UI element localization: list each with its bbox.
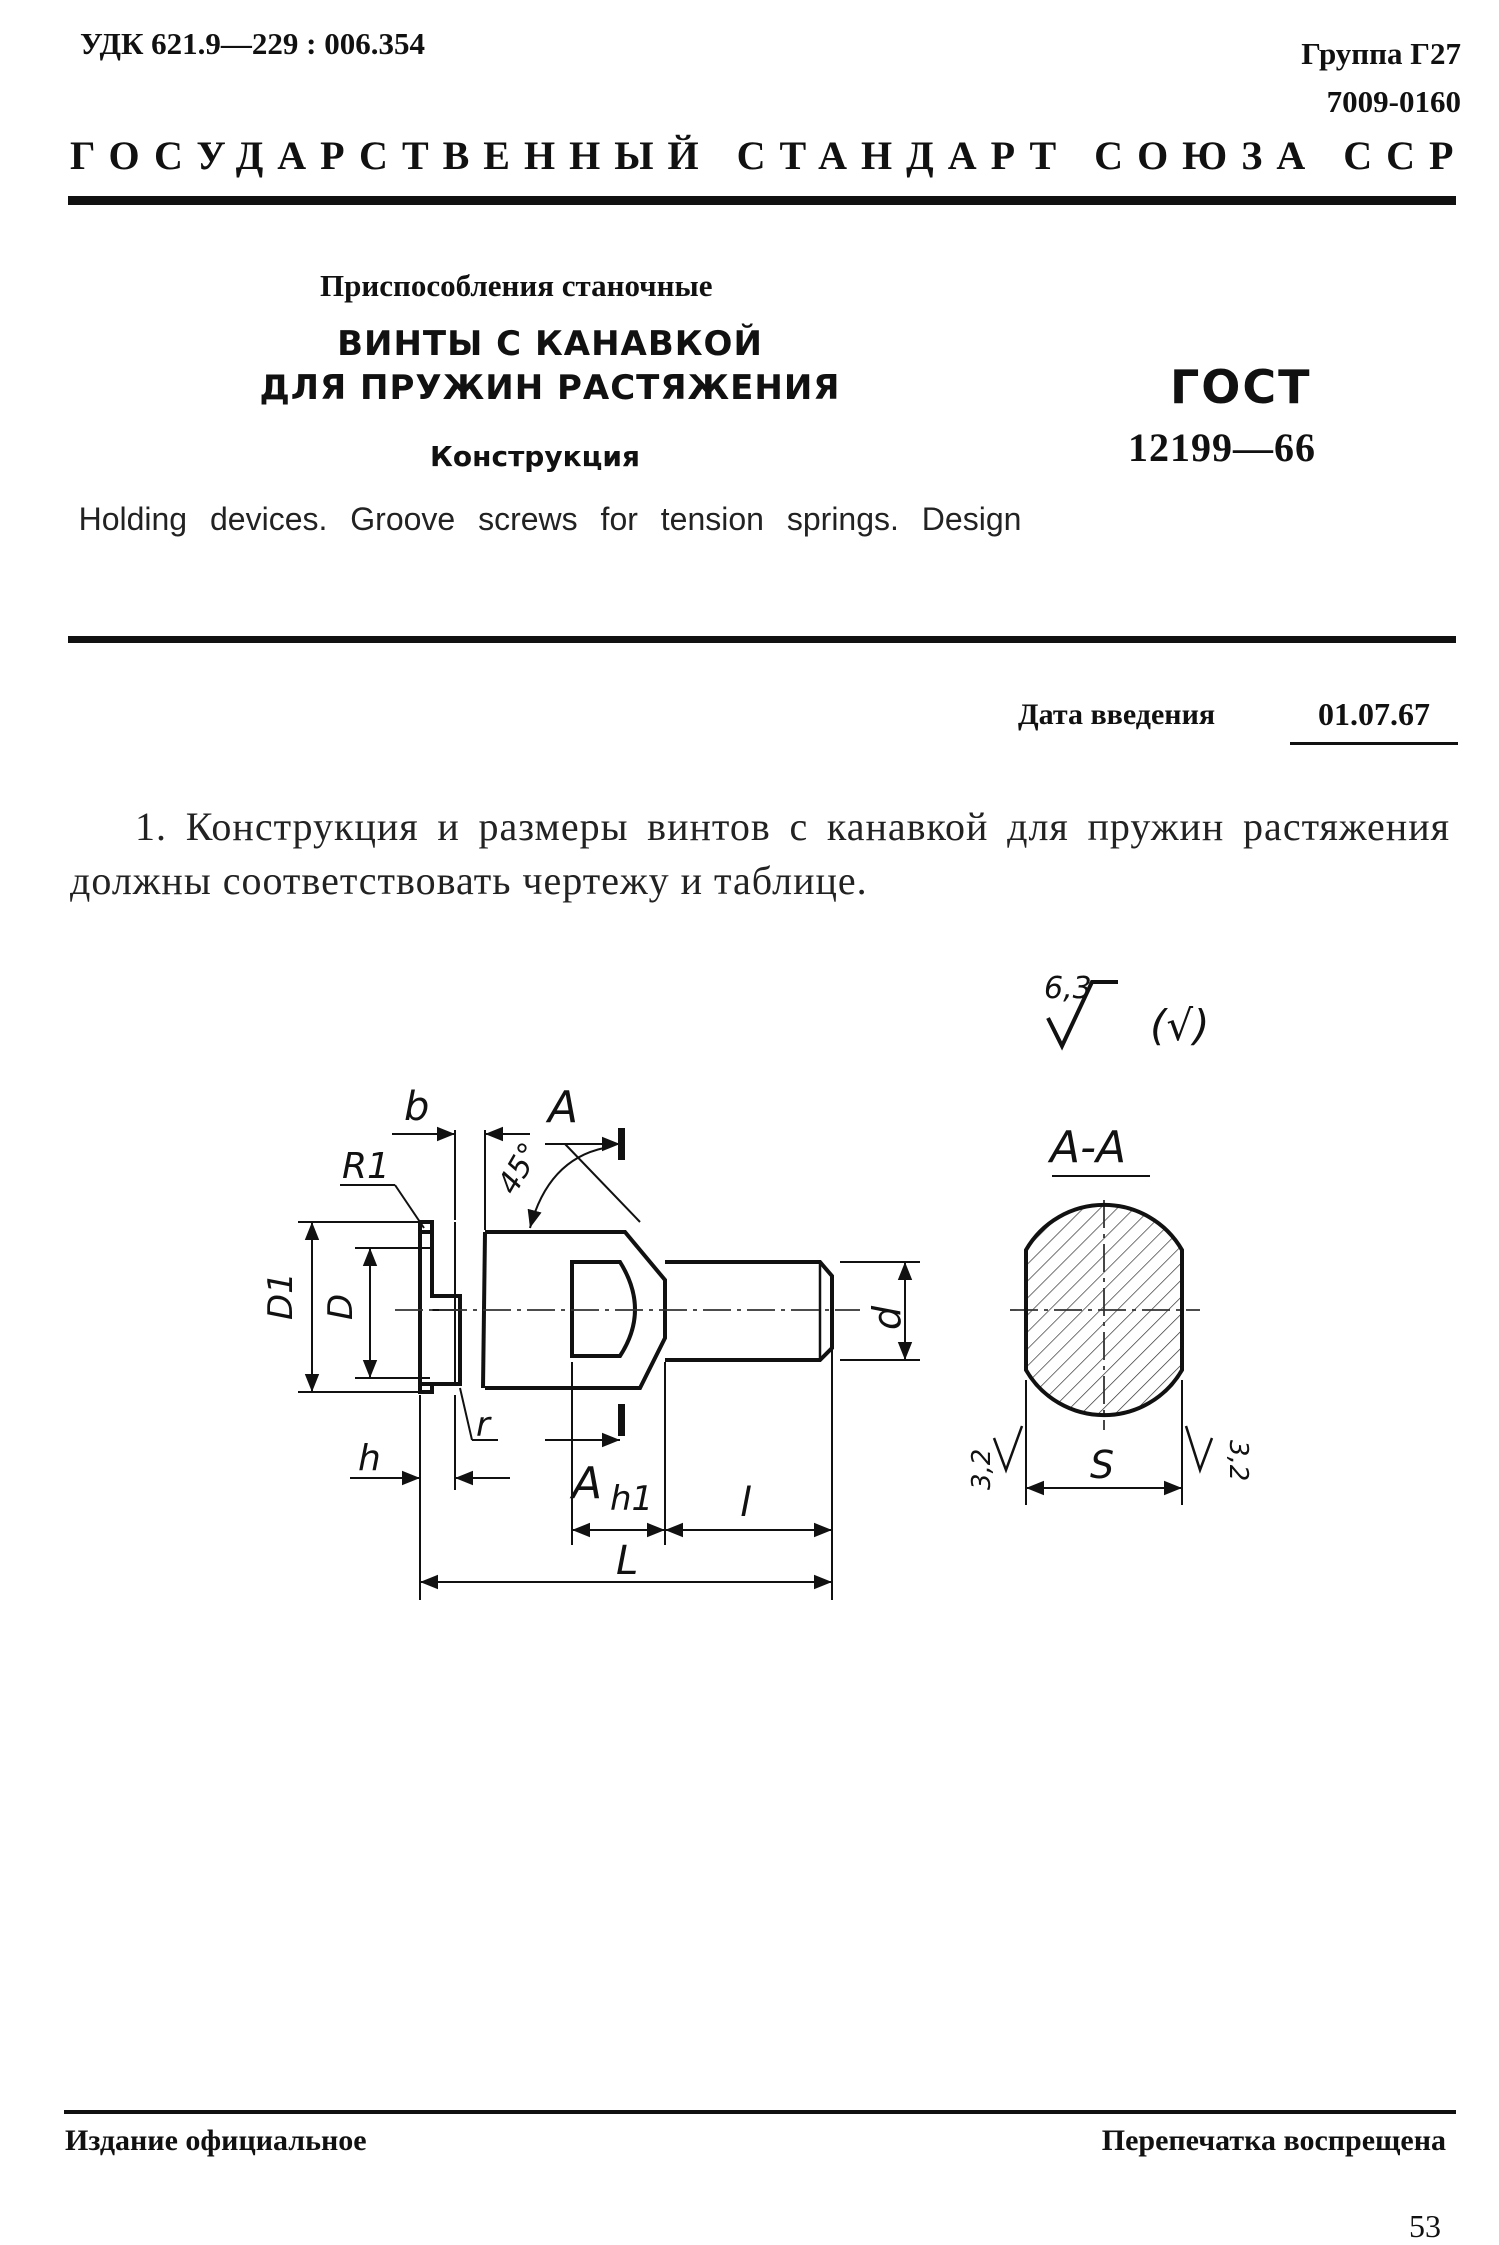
title-line-1: ВИНТЫ С КАНАВКОЙ [337, 324, 763, 364]
category-title: Приспособления станочные [320, 268, 713, 303]
label-r: r [476, 1405, 490, 1445]
effective-date-value: 01.07.67 [1318, 696, 1430, 732]
top-rule [68, 196, 1456, 205]
label-d1: D1 [261, 1272, 301, 1320]
roughness-note: (√) [1150, 1001, 1210, 1050]
label-b: b [404, 1084, 430, 1130]
roughness-symbol [1044, 971, 1210, 1050]
paragraph-1: 1. Конструкция и размеры винтов с канавкой для пружин растяжения должны соответствовать чертежу и таблице. [70, 804, 1450, 903]
gost-number: 12199—66 [1128, 425, 1316, 470]
label-section-mark-top: А [548, 1082, 579, 1133]
roughness-value: 6,3 [1044, 971, 1092, 1006]
main-title [220, 322, 880, 410]
label-l-small: l [740, 1480, 752, 1526]
label-s: S [1090, 1443, 1115, 1487]
group-block [1301, 30, 1461, 126]
label-h1: h1 [610, 1479, 654, 1519]
label-l-big: L [616, 1538, 639, 1584]
footer-official-edition: Издание официальное [65, 2124, 367, 2157]
label-h: h [358, 1438, 381, 1479]
okp-code: 7009-0160 [1326, 84, 1461, 119]
label-roughness-left: 3,2 [967, 1448, 997, 1490]
label-d-big: D [321, 1293, 361, 1320]
label-section-mark-bottom: А [572, 1458, 603, 1509]
effective-date-label: Дата введения [1018, 698, 1216, 731]
udk-code: УДК 621.9—229 : 006.354 [80, 26, 425, 61]
gost-label: ГОСТ [1170, 360, 1312, 414]
english-title: Holding devices. Groove screws for tension springs. Design [78, 501, 1022, 537]
title-line-2: ДЛЯ ПРУЖИН РАСТЯЖЕНИЯ [259, 368, 841, 408]
technical-drawing [0, 940, 1499, 1620]
label-r1: R1 [342, 1146, 390, 1187]
date-underline [1290, 742, 1458, 745]
label-roughness-right: 3,2 [1223, 1440, 1253, 1482]
state-standard-heading: ГОСУДАРСТВЕННЫЙ СТАНДАРТ СОЮЗА ССР [70, 133, 1468, 178]
label-d-small: d [865, 1305, 909, 1330]
dimension-lines [298, 1130, 920, 1600]
screw-main-view [420, 1222, 832, 1392]
label-section-aa: А-А [1050, 1122, 1127, 1173]
footer-reprint-prohibited: Перепечатка воспрещена [1101, 2124, 1446, 2157]
subtitle: Конструкция [430, 440, 640, 473]
group-code: Группа Г27 [1301, 36, 1461, 71]
bottom-rule [64, 2110, 1456, 2114]
mid-rule [68, 636, 1456, 643]
label-angle: 45° [491, 1136, 548, 1201]
page-number: 53 [1409, 2208, 1441, 2244]
